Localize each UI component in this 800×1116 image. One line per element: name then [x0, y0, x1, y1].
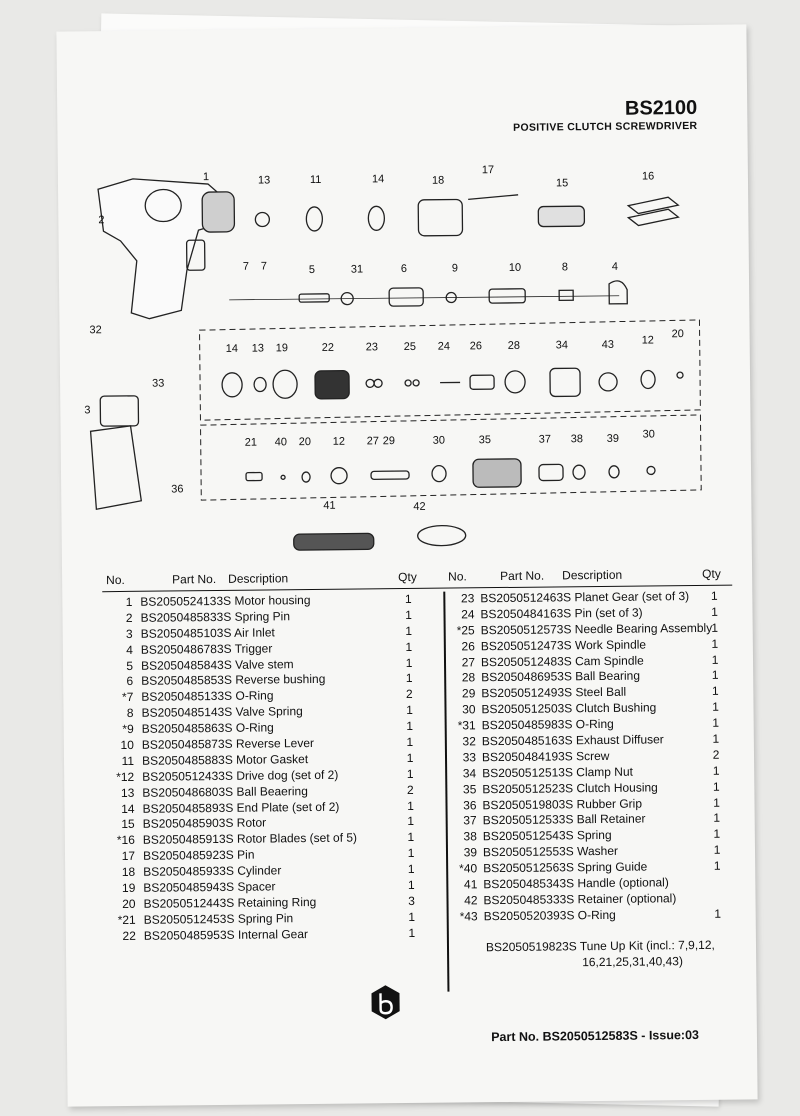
- diagram-label: 7: [242, 260, 250, 273]
- item-number: 1: [125, 594, 133, 609]
- diagram-label: 12: [332, 435, 346, 448]
- diagram-label: 22: [321, 341, 335, 354]
- item-number: 37: [463, 813, 477, 828]
- quantity: 1: [711, 668, 719, 683]
- part-description: BS2050485143S Valve Spring: [141, 704, 303, 721]
- item-number: 8: [126, 706, 134, 721]
- part-description: BS2050524133S Motor housing: [140, 593, 311, 609]
- item-number: 4: [126, 642, 133, 657]
- part-description: BS2050485863S O-Ring: [141, 720, 274, 736]
- quantity: 1: [710, 588, 718, 603]
- diagram-label: 27: [366, 435, 380, 448]
- part-description: BS2050485843S Valve stem: [140, 656, 294, 673]
- part-description: BS2050485913S Rotor Blades (set of 5): [142, 830, 358, 848]
- quantity: 1: [405, 607, 412, 622]
- item-number: *9: [122, 721, 134, 737]
- item-number: 10: [120, 737, 134, 753]
- item-number: *16: [116, 833, 135, 848]
- diagram-label: 39: [606, 432, 619, 445]
- quantity: 1: [407, 814, 415, 829]
- diagram-label: 37: [538, 433, 552, 446]
- diagram-label: 33: [152, 377, 165, 390]
- part-description: BS2050485103S Air Inlet: [140, 625, 275, 641]
- brand-logo-icon: [366, 983, 404, 1021]
- item-number: 11: [121, 753, 135, 768]
- item-number: 38: [463, 829, 477, 844]
- diagram-label: 21: [244, 436, 258, 449]
- item-number: 17: [121, 849, 136, 864]
- item-number: 39: [463, 845, 478, 860]
- part-description: BS2050485343S Handle (optional): [483, 875, 669, 892]
- item-number: 23: [460, 591, 475, 606]
- item-number: 34: [462, 766, 477, 781]
- quantity: 1: [406, 719, 414, 734]
- item-number: *25: [456, 623, 475, 638]
- item-number: 27: [461, 654, 476, 669]
- item-number: *7: [121, 690, 134, 705]
- quantity: 1: [407, 862, 415, 877]
- quantity: 1: [711, 620, 719, 635]
- quantity: 1: [711, 684, 719, 699]
- quantity: 2: [712, 747, 720, 762]
- quantity: 1: [406, 766, 414, 781]
- diagram-label: 29: [382, 435, 396, 448]
- header-no: No.: [448, 569, 467, 584]
- tune-up-kit: [486, 937, 715, 971]
- diagram-label: 26: [469, 340, 483, 353]
- header-part: Part No.: [172, 571, 217, 587]
- diagram-label: 17: [481, 164, 495, 177]
- diagram-label: 15: [555, 177, 569, 190]
- part-description: BS2050512513S Clamp Nut: [482, 764, 634, 781]
- item-number: 33: [462, 750, 477, 765]
- diagram-label: 13: [257, 174, 271, 187]
- parts-list-right: [448, 589, 741, 926]
- quantity: 1: [406, 703, 413, 718]
- quantity: 1: [405, 655, 413, 670]
- quantity: 1: [408, 925, 416, 940]
- parts-list-left: [102, 592, 441, 945]
- item-number: *31: [457, 718, 476, 733]
- part-description: BS2050512483S Cam Spindle: [480, 653, 644, 669]
- diagram-label: 35: [478, 434, 492, 447]
- header-qty: Qty: [702, 566, 721, 581]
- quantity: 1: [407, 877, 415, 893]
- quantity: 1: [714, 906, 722, 921]
- quantity: 1: [407, 830, 415, 845]
- quantity: 3: [408, 893, 415, 908]
- part-description: BS2050512543S Spring: [482, 828, 612, 844]
- diagram-label: 24: [437, 340, 451, 353]
- quantity: 1: [711, 636, 719, 651]
- part-description: BS2050485133S O-Ring: [141, 688, 274, 705]
- quantity: 1: [713, 858, 721, 873]
- diagram-label: 41: [323, 499, 336, 512]
- item-number: 20: [122, 896, 136, 911]
- table-row: [106, 925, 441, 944]
- part-description: BS2050519803S Rubber Grip: [482, 796, 643, 812]
- item-number: *12: [116, 769, 135, 784]
- diagram-label: 2: [98, 214, 105, 227]
- diagram-label: 32: [89, 324, 102, 337]
- diagram-label: 12: [641, 334, 654, 347]
- diagram-label: 25: [403, 340, 417, 354]
- item-number: *21: [117, 912, 136, 927]
- item-number: 13: [120, 785, 135, 800]
- item-number: 15: [121, 817, 135, 832]
- item-number: 6: [126, 674, 134, 689]
- item-number: 24: [461, 607, 475, 622]
- quantity: 1: [405, 639, 413, 654]
- diagram-label: 30: [642, 428, 655, 441]
- quantity: 1: [713, 811, 721, 826]
- quantity: 1: [713, 842, 721, 858]
- item-number: 32: [462, 734, 476, 749]
- part-description: BS2050485953S Internal Gear: [143, 926, 309, 943]
- part-description: BS2050485893S End Plate (set of 2): [142, 799, 340, 816]
- diagram-label: 8: [561, 261, 569, 274]
- part-description: BS2050485163S Exhaust Diffuser: [481, 732, 664, 749]
- quantity: 1: [712, 715, 720, 730]
- quantity: 1: [712, 763, 720, 778]
- part-description: BS2050485883S Motor Gasket: [141, 751, 309, 768]
- item-number: 35: [462, 781, 477, 797]
- diagram-label: 16: [641, 170, 655, 183]
- item-number: 30: [462, 702, 476, 717]
- part-description: BS2050484163S Pin (set of 3): [480, 605, 643, 622]
- diagram-label: 20: [298, 435, 312, 449]
- item-number: 29: [461, 686, 476, 701]
- footer-part-number: Part No. BS2050512583S - Issue:03: [491, 1027, 700, 1045]
- parts-table: [102, 563, 732, 970]
- part-description: BS2050512473S Work Spindle: [480, 637, 647, 653]
- item-number: *40: [459, 861, 478, 876]
- diagram-label: 43: [601, 338, 615, 351]
- quantity: 1: [405, 671, 413, 686]
- parts-sheet: [56, 24, 757, 1106]
- diagram-label: 1: [202, 171, 210, 184]
- item-number: 14: [121, 801, 135, 816]
- diagram-label: 13: [251, 342, 265, 355]
- table-header: [102, 563, 732, 593]
- part-description: BS2050512573S Needle Bearing Assembly: [480, 620, 713, 638]
- quantity: 1: [406, 750, 414, 765]
- quantity: 1: [404, 591, 412, 607]
- diagram-label: 23: [365, 341, 379, 354]
- diagram-label: 42: [413, 500, 426, 513]
- diagram-label: 19: [275, 342, 289, 355]
- part-description: BS2050485333S Retainer (optional): [483, 891, 677, 908]
- quantity: 2: [406, 782, 414, 797]
- header-qty: Qty: [398, 569, 417, 585]
- quantity: 1: [711, 652, 719, 667]
- part-description: BS2050484193S Screw: [481, 748, 610, 765]
- item-number: 2: [125, 610, 133, 625]
- part-description: BS2050485853S Reverse bushing: [141, 672, 326, 689]
- header-desc: Description: [562, 567, 623, 583]
- item-number: *43: [459, 909, 478, 924]
- part-description: BS2050512463S Planet Gear (set of 3): [480, 589, 690, 606]
- diagram-label: 36: [171, 483, 184, 496]
- part-description: BS2050486803S Ball Beaering: [142, 783, 308, 800]
- item-number: 36: [463, 797, 477, 813]
- diagram-label: 38: [570, 433, 583, 446]
- part-description: BS2050512453S Spring Pin: [143, 911, 294, 927]
- item-number: 3: [125, 626, 133, 641]
- diagram-label: 28: [507, 339, 521, 352]
- quantity: 2: [405, 687, 413, 702]
- quantity: 1: [713, 795, 720, 810]
- diagram-label: 18: [431, 174, 445, 187]
- part-description: BS2050485943S Spacer: [143, 879, 276, 895]
- part-description: BS2050512433S Drive dog (set of 2): [142, 767, 339, 784]
- diagram-label: 9: [451, 262, 459, 275]
- diagram-label: 34: [555, 339, 569, 352]
- diagram-label: 40: [274, 436, 288, 449]
- part-description: BS2050485833S Spring Pin: [140, 609, 291, 625]
- part-description: BS2050512563S Spring Guide: [483, 859, 648, 876]
- part-description: BS2050485983S O-Ring: [481, 716, 614, 733]
- part-description: BS2050485903S Rotor: [142, 815, 267, 832]
- part-description: BS2050486783S Trigger: [140, 641, 273, 657]
- quantity: 1: [713, 827, 721, 842]
- item-number: 22: [122, 928, 136, 943]
- quantity: 1: [407, 846, 415, 861]
- part-description: BS2050512523S Clutch Housing: [482, 780, 658, 796]
- item-number: 26: [461, 638, 475, 654]
- diagram-label: 11: [309, 173, 322, 186]
- item-number: 18: [121, 865, 136, 880]
- part-description: BS2050485873S Reverse Lever: [141, 735, 315, 752]
- quantity: 1: [405, 623, 413, 638]
- quantity: 1: [406, 734, 414, 750]
- part-description: BS2050512553S Washer: [482, 844, 619, 860]
- diagram-label: 6: [400, 262, 408, 276]
- item-number: 5: [126, 658, 134, 673]
- diagram-label: 14: [371, 173, 385, 186]
- part-description: BS2050512503S Clutch Bushing: [481, 700, 657, 717]
- item-number: 19: [121, 880, 136, 896]
- part-description: BS2050520393S O-Ring: [483, 907, 616, 924]
- diagram-label: 5: [308, 263, 316, 277]
- diagram-label: 20: [671, 328, 684, 341]
- tune-up-kit-line1: BS2050519823S Tune Up Kit (incl.: 7,9,12,: [485, 937, 715, 955]
- part-description: BS2050486953S Ball Bearing: [481, 669, 641, 685]
- header-desc: Description: [228, 571, 289, 586]
- quantity: 1: [407, 798, 414, 813]
- quantity: 1: [712, 731, 720, 746]
- diagram-label: 10: [508, 261, 522, 274]
- quantity: 1: [711, 604, 718, 619]
- diagram-label: 4: [611, 260, 619, 273]
- table-row: [452, 906, 742, 925]
- quantity: 1: [408, 909, 416, 924]
- header-no: No.: [106, 572, 125, 588]
- diagram-label: 7: [260, 260, 268, 273]
- part-description: BS2050485933S Cylinder: [143, 863, 282, 879]
- model-title: BS2100: [624, 96, 698, 120]
- part-description: BS2050485923S Pin: [142, 847, 255, 864]
- diagram-label: 30: [432, 434, 446, 447]
- model-subtitle: POSITIVE CLUTCH SCREWDRIVER: [513, 119, 698, 134]
- quantity: 1: [712, 699, 719, 715]
- diagram-label: 3: [84, 404, 91, 417]
- diagram-label: 14: [225, 342, 239, 355]
- part-description: BS2050512533S Ball Retainer: [482, 811, 646, 828]
- part-description: BS2050512493S Steel Ball: [481, 685, 627, 701]
- part-description: BS2050512443S Retaining Ring: [143, 894, 317, 911]
- item-number: 41: [463, 877, 478, 892]
- exploded-diagram: [58, 134, 752, 561]
- quantity: 1: [712, 779, 720, 794]
- tune-up-kit-line2: 16,21,25,31,40,43): [582, 954, 683, 970]
- item-number: 42: [464, 893, 478, 908]
- header-part: Part No.: [500, 568, 545, 584]
- item-number: 28: [461, 670, 476, 685]
- diagram-label: 31: [350, 263, 364, 276]
